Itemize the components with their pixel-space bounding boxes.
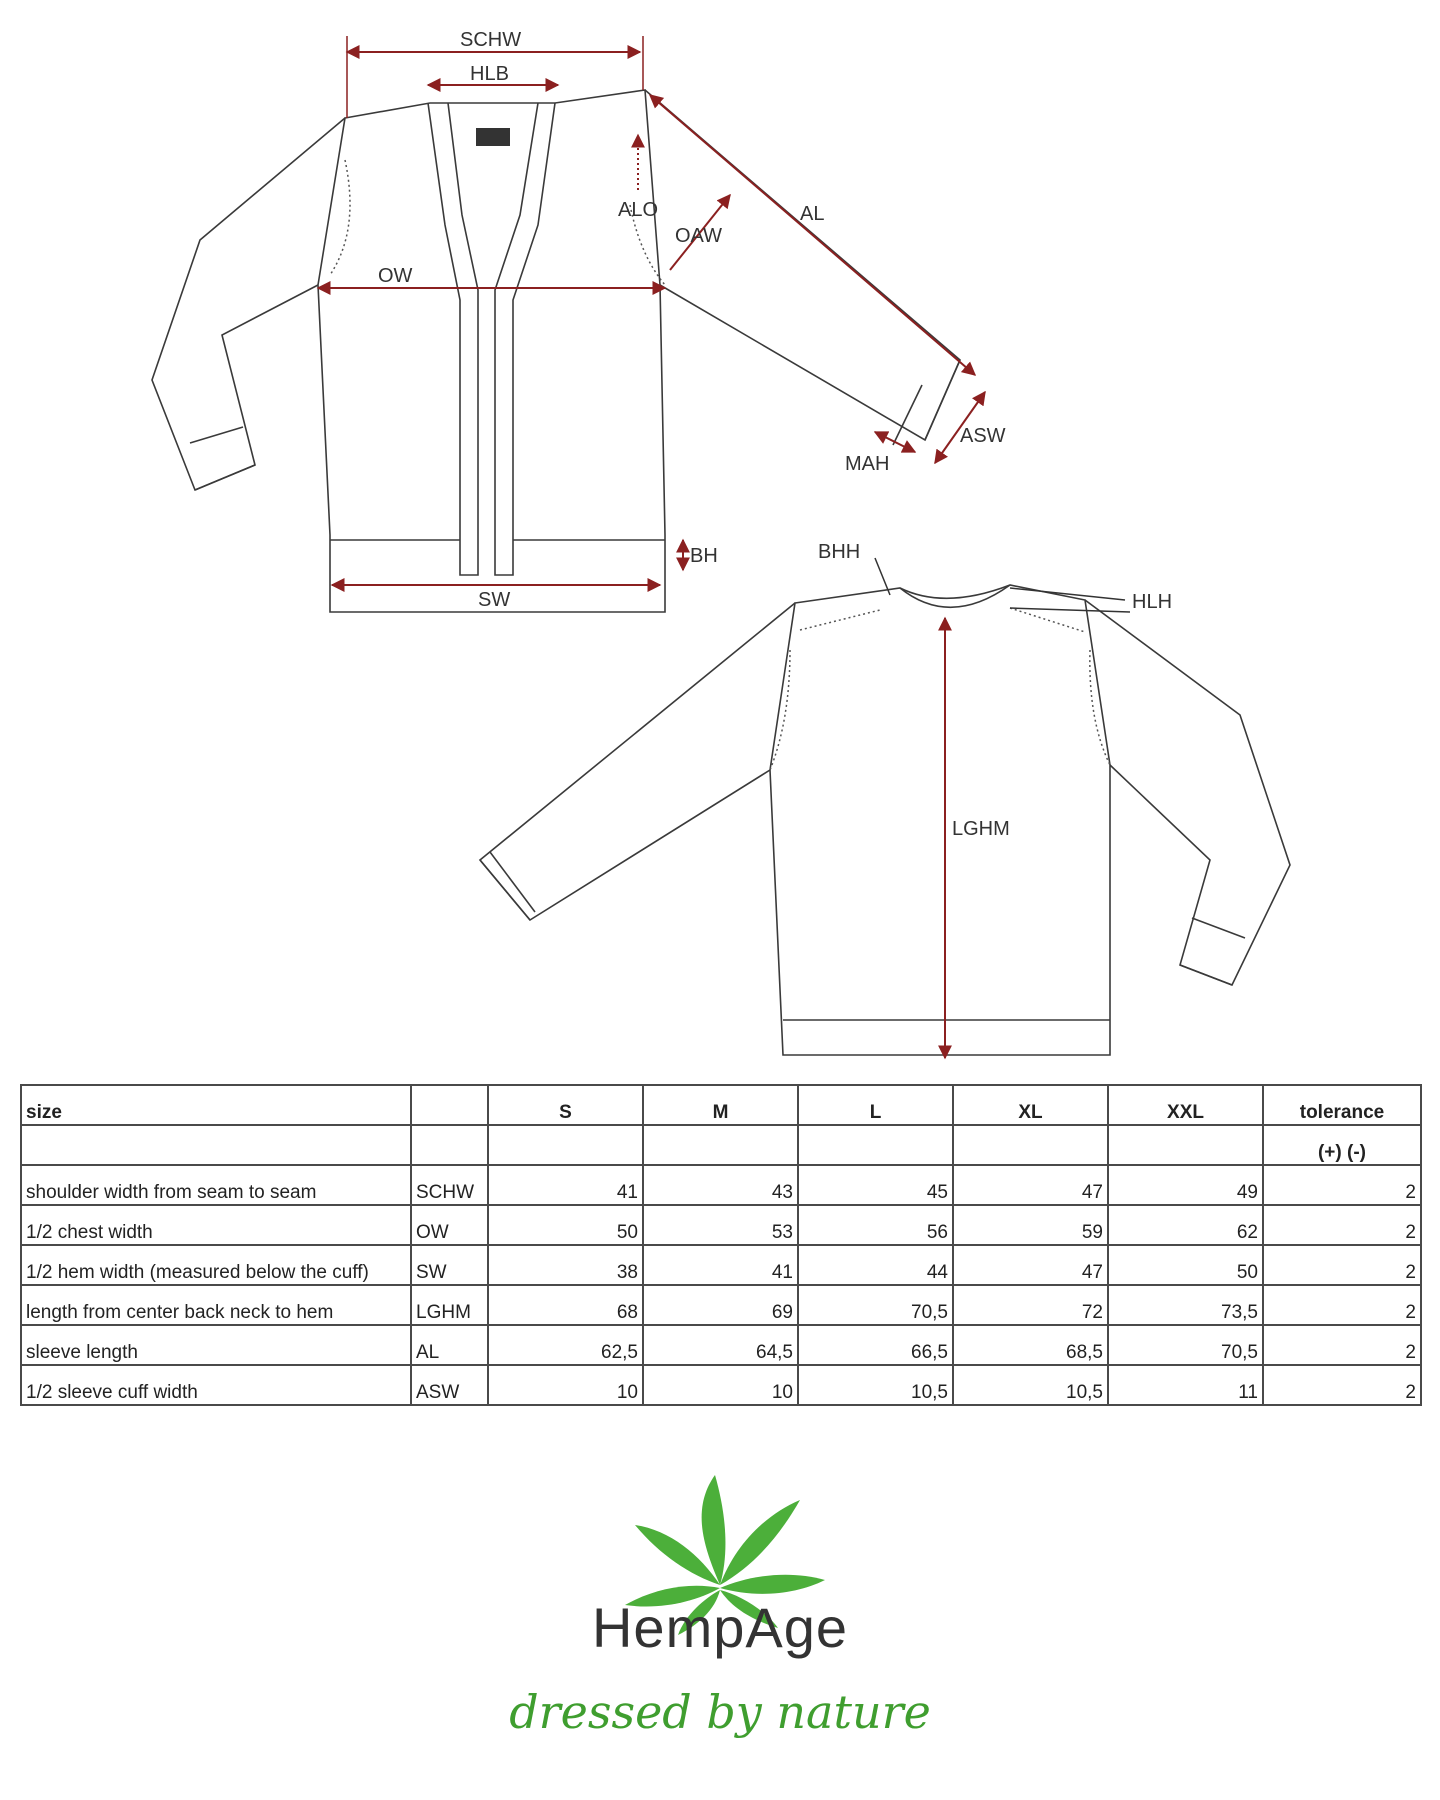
back-left-shoulder-stitch <box>800 610 880 630</box>
table-cell <box>953 1125 1108 1165</box>
table-cell: LGHM <box>411 1285 488 1325</box>
table-cell: 59 <box>953 1205 1108 1245</box>
label-mah: MAH <box>845 453 890 475</box>
table-cell: 10 <box>643 1365 798 1405</box>
table-cell: 53 <box>643 1205 798 1245</box>
table-cell: sleeve length <box>21 1325 411 1365</box>
table-cell: length from center back neck to hem <box>21 1285 411 1325</box>
table-cell: 70,5 <box>798 1285 953 1325</box>
label-sw: SW <box>478 589 511 611</box>
label-lghm: LGHM <box>952 818 1010 840</box>
label-alo: ALO <box>618 199 659 221</box>
table-cell: SCHW <box>411 1165 488 1205</box>
table-cell: 2 <box>1263 1285 1421 1325</box>
table-cell: 70,5 <box>1108 1325 1263 1365</box>
label-hlh: HLH <box>1132 591 1173 613</box>
table-cell: 64,5 <box>643 1325 798 1365</box>
table-cell: 2 <box>1263 1365 1421 1405</box>
table-cell <box>411 1085 488 1125</box>
table-cell: 2 <box>1263 1325 1421 1365</box>
table-row <box>21 1285 1421 1325</box>
table-cell: 68,5 <box>953 1325 1108 1365</box>
table-cell: M <box>643 1085 798 1125</box>
table-cell: 1/2 hem width (measured below the cuff) <box>21 1245 411 1285</box>
back-left-cuff <box>480 852 535 920</box>
front-measurements <box>318 29 1006 611</box>
table-cell: SW <box>411 1245 488 1285</box>
table-cell: 50 <box>488 1205 643 1245</box>
table-row <box>21 1165 1421 1205</box>
size-chart-table <box>20 1084 1422 1406</box>
collar-label <box>476 128 510 146</box>
table-cell: 62,5 <box>488 1325 643 1365</box>
table-cell: 72 <box>953 1285 1108 1325</box>
front-left-cuff <box>190 427 255 490</box>
table-cell: 73,5 <box>1108 1285 1263 1325</box>
table-cell: 10 <box>488 1365 643 1405</box>
table-row <box>21 1365 1421 1405</box>
table-cell: 66,5 <box>798 1325 953 1365</box>
table-cell: 10,5 <box>953 1365 1108 1405</box>
label-al: AL <box>800 203 825 225</box>
table-subheader-row <box>21 1125 1421 1165</box>
label-asw: ASW <box>960 425 1006 447</box>
table-cell: S <box>488 1085 643 1125</box>
label-bhh: BHH <box>818 541 861 563</box>
table-cell: ASW <box>411 1365 488 1405</box>
table-cell: 1/2 sleeve cuff width <box>21 1365 411 1405</box>
table-cell <box>798 1125 953 1165</box>
table-cell: 2 <box>1263 1165 1421 1205</box>
table-cell: XXL <box>1108 1085 1263 1125</box>
label-ow: OW <box>378 265 413 287</box>
label-schw: SCHW <box>460 29 522 51</box>
table-cell: (+) (-) <box>1263 1125 1421 1165</box>
front-right-sleeve <box>645 90 960 440</box>
table-cell: L <box>798 1085 953 1125</box>
table-cell <box>21 1125 411 1165</box>
table-cell: 45 <box>798 1165 953 1205</box>
table-cell: 44 <box>798 1245 953 1285</box>
table-cell <box>1108 1125 1263 1165</box>
back-body-outline <box>770 585 1110 1055</box>
table-cell: 41 <box>643 1245 798 1285</box>
table-cell: XL <box>953 1085 1108 1125</box>
table-cell: 38 <box>488 1245 643 1285</box>
table-cell: 2 <box>1263 1245 1421 1285</box>
table-cell: shoulder width from seam to seam <box>21 1165 411 1205</box>
table-row <box>21 1325 1421 1365</box>
back-view-cardigan <box>480 585 1290 1055</box>
front-left-armhole-stitch <box>330 160 350 275</box>
table-cell: size <box>21 1085 411 1125</box>
table-cell: tolerance <box>1263 1085 1421 1125</box>
table-cell: 50 <box>1108 1245 1263 1285</box>
table-cell: OW <box>411 1205 488 1245</box>
table-cell: 47 <box>953 1245 1108 1285</box>
back-measurements <box>818 541 1172 1058</box>
table-cell: 43 <box>643 1165 798 1205</box>
table-cell: 49 <box>1108 1165 1263 1205</box>
table-row <box>21 1205 1421 1245</box>
back-left-sleeve <box>480 603 795 920</box>
front-right-cuff <box>893 360 960 445</box>
back-right-shoulder-stitch <box>1010 608 1085 632</box>
back-neckline <box>900 585 1010 607</box>
table-cell: 11 <box>1108 1365 1263 1405</box>
brand-slogan: dressed by nature <box>509 1685 931 1739</box>
table-cell: AL <box>411 1325 488 1365</box>
front-left-sleeve <box>152 118 345 490</box>
front-placket <box>428 103 555 575</box>
table-cell: 1/2 chest width <box>21 1205 411 1245</box>
table-cell: 56 <box>798 1205 953 1245</box>
brand-name: HempAge <box>591 1596 849 1659</box>
table-cell: 68 <box>488 1285 643 1325</box>
table-cell <box>488 1125 643 1165</box>
front-view-cardigan <box>152 90 960 612</box>
label-hlb: HLB <box>470 63 509 85</box>
table-cell: 69 <box>643 1285 798 1325</box>
label-oaw: OAW <box>675 225 723 247</box>
table-header-row <box>21 1085 1421 1125</box>
table-cell <box>643 1125 798 1165</box>
front-body-outline <box>318 90 665 612</box>
table-cell: 47 <box>953 1165 1108 1205</box>
back-right-sleeve <box>1085 600 1290 985</box>
label-bh: BH <box>690 545 718 567</box>
table-cell: 62 <box>1108 1205 1263 1245</box>
table-row <box>21 1245 1421 1285</box>
table-cell <box>411 1125 488 1165</box>
table-cell: 10,5 <box>798 1365 953 1405</box>
table-cell: 41 <box>488 1165 643 1205</box>
table-cell: 2 <box>1263 1205 1421 1245</box>
